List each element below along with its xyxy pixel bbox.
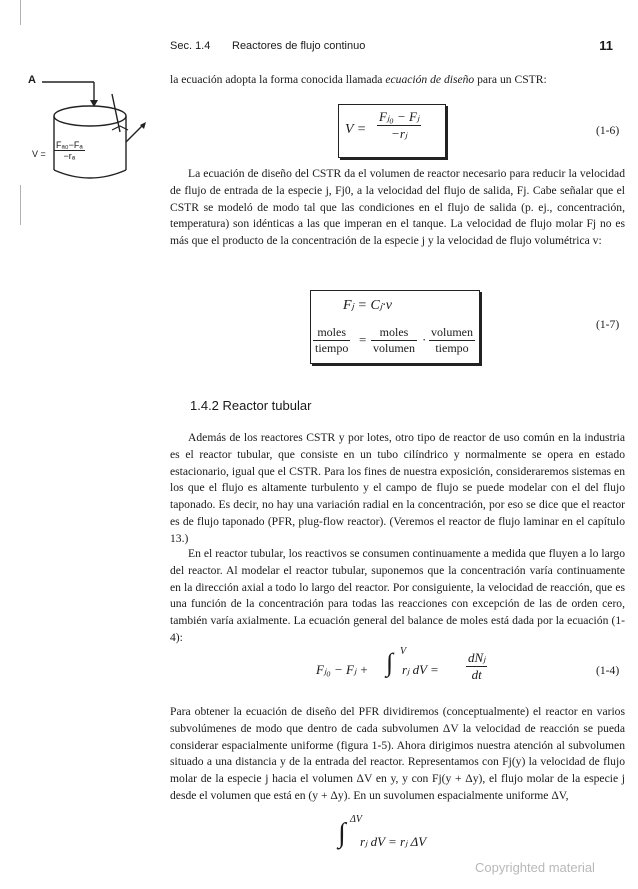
unit-numerator: moles [313, 325, 350, 341]
integral-upper-limit: V [400, 646, 407, 657]
section-number: Sec. 1.4 [170, 40, 211, 52]
unit-numerator: volumen [431, 325, 473, 339]
equation-number-1-6: (1-6) [596, 124, 620, 137]
margin-eq-denominator: −rₐ [63, 151, 76, 161]
equation-number-1-4: (1-4) [596, 664, 620, 677]
margin-line [20, 185, 21, 225]
equation-number-1-7: (1-7) [596, 318, 620, 331]
integral-sign: ∫ [386, 648, 394, 677]
page-number: 11 [599, 38, 613, 53]
page-header [170, 40, 625, 60]
eq-1-4-lhs: Fⱼ₀ − Fⱼ + [316, 662, 369, 677]
eq-1-6-denominator: −rⱼ [391, 126, 408, 141]
eq-1-4-denominator: dt [471, 667, 482, 682]
unit-fraction-1 [313, 325, 350, 356]
cstr-tank-drawing [28, 70, 168, 190]
cstr-margin-figure [28, 70, 168, 190]
paragraph-tubular-1: Además de los reactores CSTR y por lotes, otro tipo de reactor de uso común en la industria es el reactor tubular, que consiste en un tubo cilíndrico y normalmente se opera en estado estacionario, igual que el CSTR. Para los fines de nuestra exposición, consideraremos sistemas en los que el flujo es altamente turbulento y el campo de flujo se puede modelar con el del flujo taponado. Es decir, no hay una variación radial en la concentración, por eso se dice que el reactor es de flujo taponado (PFR, plug-flow reactor). (Veremos el reactor de flujo laminar en el capítulo 13.) [170, 431, 625, 545]
paragraph-pfr: Para obtener la ecuación de diseño del PFR dividiremos (conceptualmente) el reactor en varios subvolúmenes de modo que dentro de cada subvolumen ΔV la velocidad de reacción se pueda considerar espacialmente uniforme (figura 1-5). Ahora dirigimos nuestra atención al subvolumen situado a una distancia y de la entrada del reactor. Representamos con Fj(y) la velocidad de flujo molar de la especie j hacia el volumen ΔV en y, y con Fj(y + Δy), el flujo molar de la especie j desde el volumen que está en (y + Δy). En un suvolumen espacialmente uniforme ΔV, [170, 705, 625, 802]
paragraph-tubular-2: En el reactor tubular, los reactivos se consumen continuamente a medida que fluyen a lo largo del reactor. Al modelar el reactor tubular, suponemos que la concentración varía continuamente en la dirección axial a todo lo largo del reactor. Por consiguiente, la velocidad de reacción, que es una función de la concentración para todas las reacciones con excepción de las de orden cero, también varía axialmente. La ecuación general del balance de moles está dada por la ecuación (1-4): [170, 547, 625, 644]
eq-1-4-fraction [466, 650, 487, 683]
integral-upper-limit: ΔV [350, 814, 362, 825]
inlet-label: A [28, 74, 36, 86]
units-equals: = [359, 332, 367, 347]
unit-fraction-2 [371, 325, 417, 356]
integral-sign: ∫ [338, 818, 346, 849]
intro-line: la ecuación adopta la forma conocida llamada ecuación de diseño para un CSTR: [170, 73, 547, 86]
eq-1-7-line1: Fⱼ = Cⱼ·v [343, 298, 392, 313]
eq-1-6-fraction [377, 109, 421, 142]
section-heading: 1.4.2 Reactor tubular [190, 398, 312, 413]
eq-1-4-numerator: dNⱼ [468, 650, 486, 665]
margin-eq-lhs: V = [32, 149, 46, 159]
margin-line [20, 0, 21, 25]
equation-1-7-box [310, 290, 480, 364]
margin-eq-numerator: Fₐ₀−Fₐ [56, 140, 83, 150]
unit-denominator: tiempo [315, 341, 349, 355]
unit-denominator: volumen [373, 341, 415, 355]
unit-denominator: tiempo [435, 341, 469, 355]
copyright-watermark: Copyrighted material [475, 860, 595, 875]
design-equation-term: ecuación de diseño [385, 73, 475, 86]
eq-1-6-lhs: V = [345, 122, 367, 137]
equation-subvolume [338, 814, 488, 862]
equation-1-6-box [338, 104, 446, 158]
eq-1-6-numerator: Fⱼ₀ − Fⱼ [379, 109, 420, 124]
unit-fraction-3 [429, 325, 475, 356]
unit-numerator: moles [371, 325, 417, 341]
equation-1-4 [316, 648, 516, 692]
paragraph-cstr: La ecuación de diseño del CSTR da el volumen de reactor necesario para reducir la velocidad de flujo de entrada de la especie j, Fj0, a la velocidad del flujo de salida, Fj. Cabe señalar que el CSTR se modeló de modo tal que las condiciones en el flujo de salida (p. ej., concentración, temperatura) son idénticas a las que imperan en el tanque. La velocidad de flujo molar Fj no es más que el producto de la concentración de la especie j y la velocidad de flujo volumétrica v: [170, 167, 625, 248]
eq-subvolume-body: rⱼ dV = rⱼ ΔV [360, 834, 427, 849]
units-dot: · [422, 332, 427, 347]
section-title: Reactores de flujo continuo [232, 40, 366, 52]
eq-1-4-integrand: rⱼ dV = [402, 662, 439, 677]
margin-eq-fraction [54, 140, 85, 161]
